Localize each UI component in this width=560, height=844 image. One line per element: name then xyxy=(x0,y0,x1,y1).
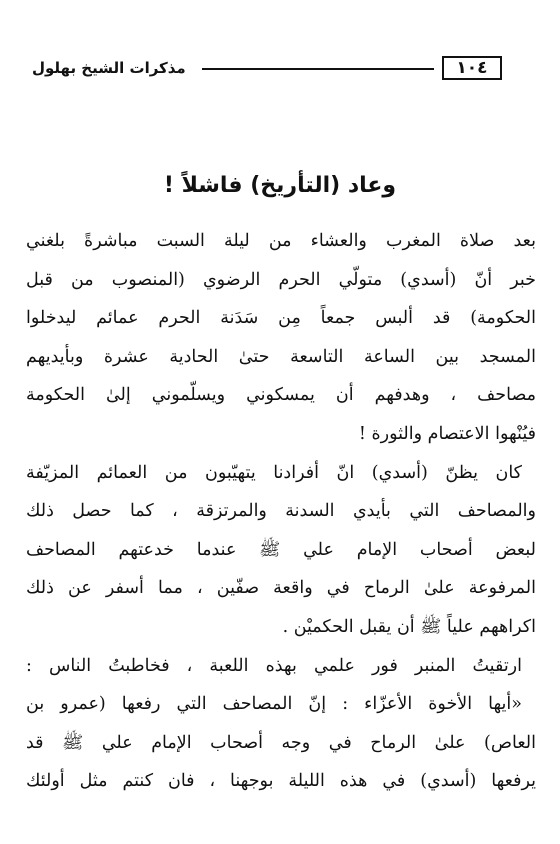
header-rule xyxy=(202,68,434,70)
book-title: مذكرات الشيخ بهلول xyxy=(32,59,186,77)
text-line: «أيها الأخوة الأعزّاء : إنّ المصاحف التي رفعها (عمرو بن xyxy=(26,694,522,715)
text-line: المسجد بين الساعة التاسعة حتىٰ الحادية عشرة وبأيديهم xyxy=(26,346,536,367)
text-line: اكراههم علياً ﷺ أن يقبل الحكميْن . xyxy=(282,616,536,637)
body-text xyxy=(26,222,536,801)
text-line: خبر أنّ (أسدي) متولّي الحرم الرضوي (المنصوب من قبل xyxy=(26,269,536,290)
page-number: ١٠٤ xyxy=(442,56,502,80)
text-line: العاص) علىٰ الرماح في وجه أصحاب الإمام علي ﷺ قد xyxy=(26,732,536,753)
text-line: كان يظنّ (أسدي) انّ أفرادنا يتهيّبون من العمائم المزيّفة xyxy=(26,462,522,483)
text-line: لبعض أصحاب الإمام علي ﷺ عندما خدعتهم المصاحف xyxy=(26,539,536,560)
text-line: فيُنْهوا الاعتصام والثورة ! xyxy=(358,423,536,444)
text-line: بعد صلاة المغرب والعشاء من ليلة السبت مباشرةً بلغني xyxy=(26,231,536,251)
text-line: يرفعها (أسدي) في هذه الليلة بوجهنا ، فان كنتم مثل أولئك xyxy=(26,771,536,792)
section-title: وعاد (التأريخ) فاشلاً ! xyxy=(163,173,397,198)
text-line: ارتقيتُ المنبر فور علمي بهذه اللعبة ، فخاطبتُ الناس : xyxy=(26,655,522,676)
text-line: الحكومة) قد ألبس جمعاً مِن سَدَنة الحرم عمائم ليدخلوا xyxy=(26,308,536,329)
text-line: والمصاحف التي بأيدي السدنة والمرتزقة ، كما حصل ذلك xyxy=(26,501,536,522)
text-line: مصاحف ، وهدفهم أن يمسكوني ويسلّموني إلىٰ الحكومة xyxy=(26,385,536,406)
text-line: المرفوعة علىٰ الرماح في واقعة صفّين ، مما أسفر عن ذلك xyxy=(26,578,536,599)
running-header xyxy=(32,56,516,82)
